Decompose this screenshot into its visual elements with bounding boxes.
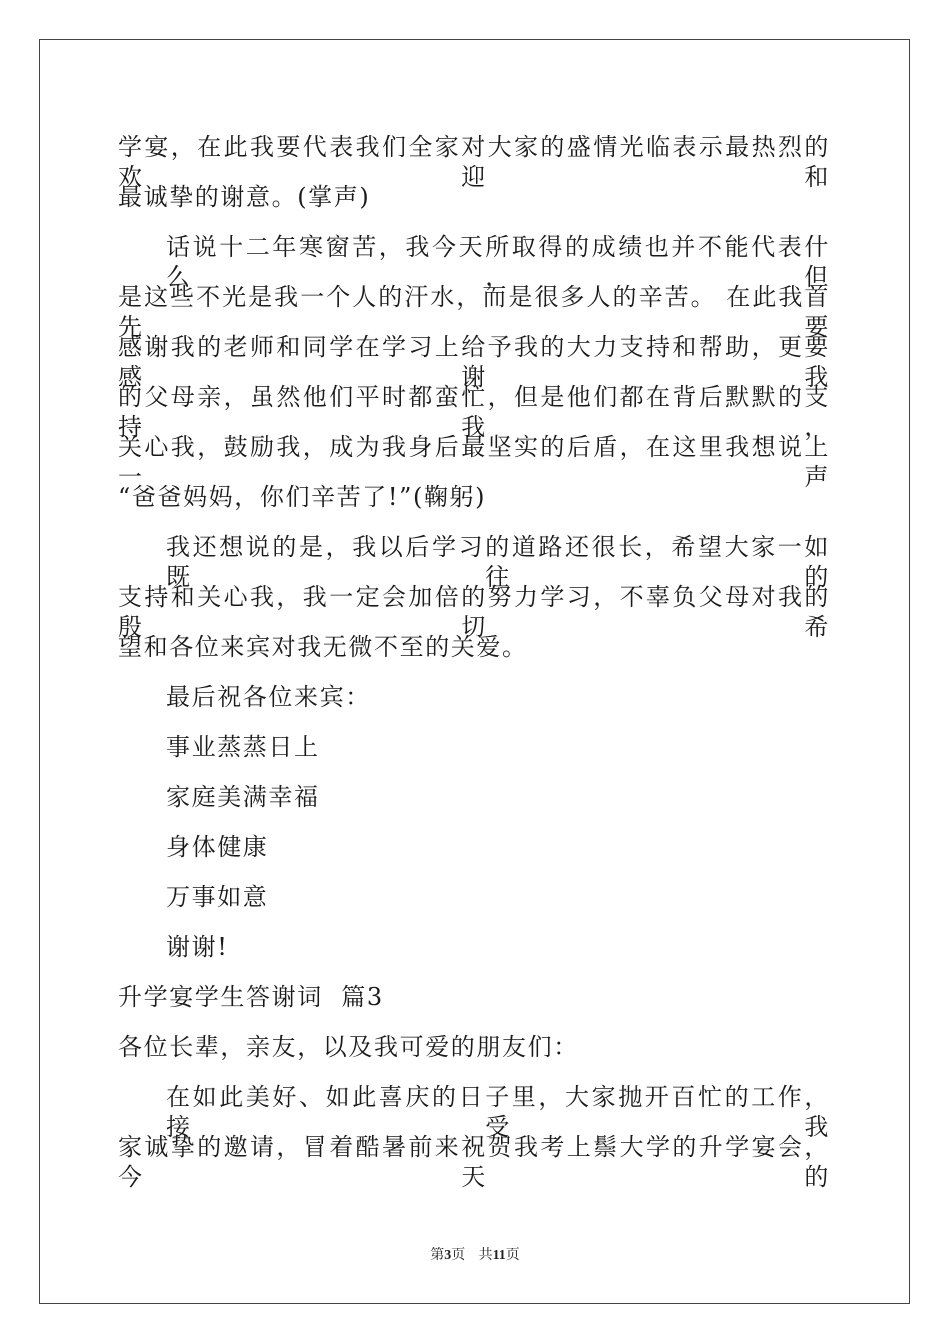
body-line: 谢谢!	[166, 933, 229, 961]
body-line: 支持和关心我，我一定会加倍的努力学习，不辜负父母对我的殷切希	[118, 583, 830, 641]
body-line: 家庭美满幸福	[166, 783, 320, 811]
body-line: “爸爸妈妈，你们辛苦了!”(鞠躬)	[118, 483, 487, 511]
body-line: 话说十二年寒窗苦，我今天所取得的成绩也并不能代表什么，但	[166, 233, 830, 291]
body-line: 家诚挚的邀请，冒着酷暑前来祝贺我考上鬃大学的升学宴会，今天的	[118, 1133, 830, 1191]
page-number: 3	[444, 1248, 452, 1263]
body-line: 感谢我的老师和同学在学习上给予我的大力支持和帮助，更要感谢我	[118, 333, 830, 391]
body-line: 是这些不光是我一个人的汗水，而是很多人的辛苦。 在此我首先要	[118, 283, 830, 341]
page-suffix: 页	[451, 1247, 466, 1263]
body-line: 万事如意	[166, 883, 269, 911]
total-suffix: 页	[505, 1247, 520, 1263]
body-line: 事业蒸蒸日上	[166, 733, 320, 761]
body-line: 关心我，鼓励我，成为我身后最坚实的后盾，在这里我想说上一声	[118, 433, 830, 491]
section-heading: 升学宴学生答谢词 篇3	[118, 983, 384, 1011]
page-prefix: 第	[430, 1247, 445, 1263]
total-pages: 11	[492, 1248, 506, 1263]
body-line: 在如此美好、如此喜庆的日子里，大家抛开百忙的工作，接受我	[166, 1083, 830, 1141]
body-line: 各位长辈，亲友，以及我可爱的朋友们：	[118, 1033, 579, 1061]
body-line: 身体健康	[166, 833, 269, 861]
body-line: 望和各位来宾对我无微不至的关爱。	[118, 633, 528, 661]
body-line: 最诚挚的谢意。(掌声)	[118, 183, 371, 211]
body-line: 学宴，在此我要代表我们全家对大家的盛情光临表示最热烈的欢迎和	[118, 133, 830, 191]
body-line: 最后祝各位来宾：	[166, 683, 371, 711]
body-line: 我还想说的是，我以后学习的道路还很长，希望大家一如既往的	[166, 533, 830, 591]
body-line: 的父母亲，虽然他们平时都蛮忙，但是他们都在背后默默的支持我，	[118, 383, 830, 441]
page-footer	[0, 1246, 950, 1265]
total-prefix: 共	[478, 1247, 493, 1263]
